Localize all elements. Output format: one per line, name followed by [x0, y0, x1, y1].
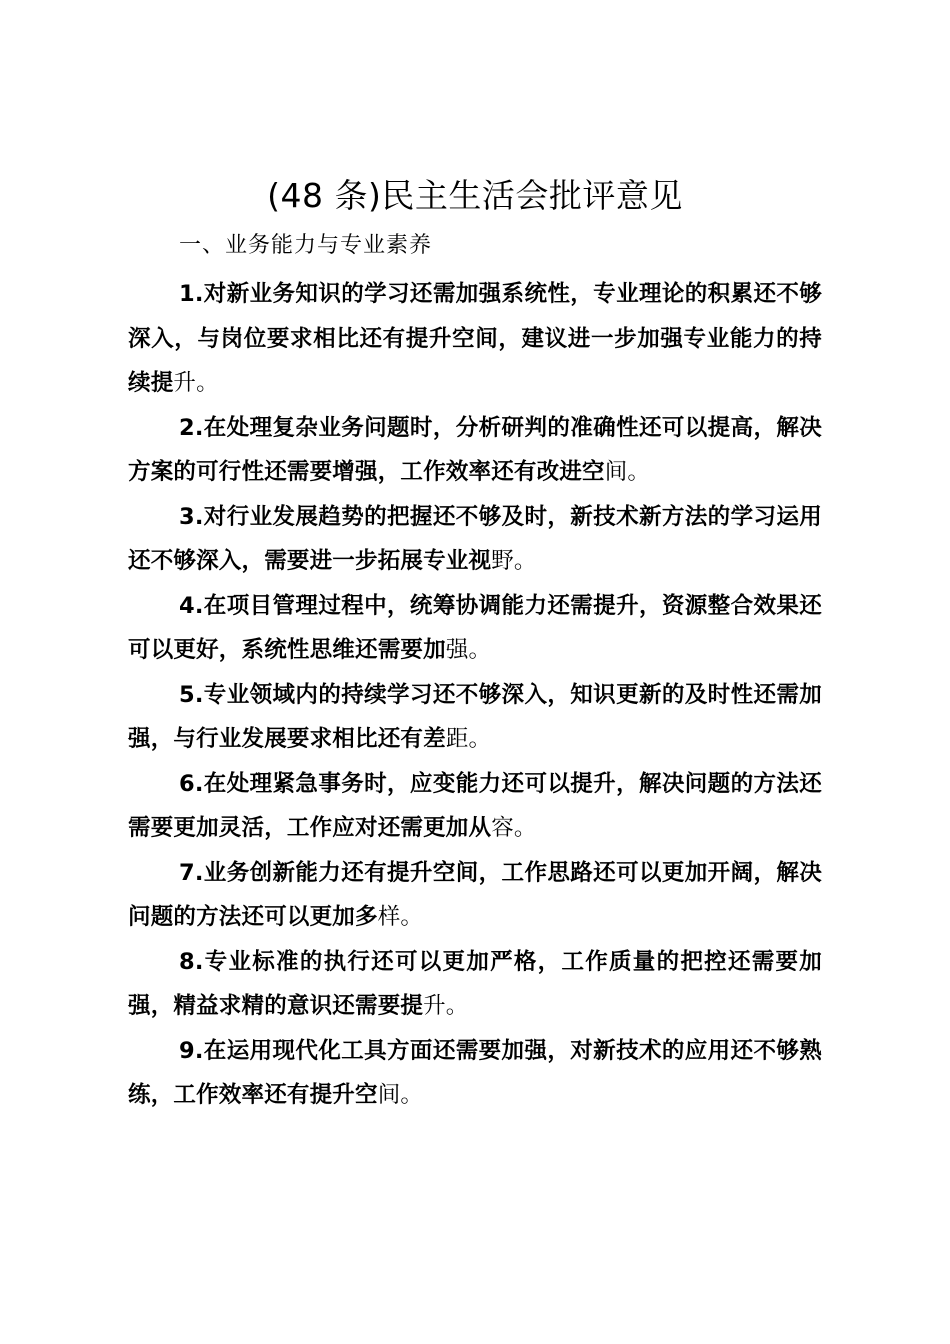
list-item-8 — [128, 940, 822, 1029]
list-item-2 — [128, 406, 822, 495]
criticism-list — [128, 272, 822, 1118]
item-body: 9.在运用现代化工具方面还需要加强，对新技术的应用还不够熟练，工作效率还有提升空 — [128, 1037, 822, 1108]
list-item-5 — [128, 673, 822, 762]
item-body: 5.专业领域内的持续学习还不够深入，知识更新的及时性还需加强，与行业发展要求相比还有差 — [128, 681, 822, 752]
list-item-4 — [128, 584, 822, 673]
item-tail: 升。 — [173, 370, 219, 396]
item-body: 8.专业标准的执行还可以更加严格，工作质量的把控还需要加强，精益求精的意识还需要提 — [128, 948, 822, 1019]
item-tail: 升。 — [423, 993, 469, 1019]
document-title: (48 条)民主生活会批评意见 — [267, 176, 683, 215]
item-body: 6.在处理紧急事务时，应变能力还可以提升，解决问题的方法还需要更加灵活，工作应对还需更加从 — [128, 770, 822, 841]
section-heading: 一、业务能力与专业素养 — [179, 233, 433, 258]
list-item-3 — [128, 495, 822, 584]
item-tail: 样。 — [377, 904, 424, 930]
item-body: 3.对行业发展趋势的把握还不够及时，新技术新方法的学习运用还不够深入，需要进一步拓展专业视 — [128, 503, 822, 574]
list-item-6 — [128, 762, 822, 851]
item-tail: 间。 — [377, 1082, 424, 1108]
item-tail: 距。 — [445, 726, 492, 752]
list-item-7 — [128, 851, 822, 940]
item-body: 1.对新业务知识的学习还需加强系统性，专业理论的积累还不够深入，与岗位要求相比还有提升空间，建议进一步加强专业能力的持续提 — [128, 281, 822, 396]
list-item-9 — [128, 1029, 822, 1118]
item-body: 2.在处理复杂业务问题时，分析研判的准确性还可以提高，解决方案的可行性还需要增强，工作效率还有改进空 — [128, 414, 822, 485]
item-tail: 野。 — [491, 548, 537, 574]
item-body: 4.在项目管理过程中，统筹协调能力还需提升，资源整合效果还可以更好，系统性思维还需要加 — [128, 592, 822, 663]
item-tail: 容。 — [491, 815, 537, 841]
item-tail: 强。 — [445, 637, 492, 663]
list-item-1 — [128, 272, 822, 406]
item-tail: 间。 — [604, 459, 651, 485]
item-body: 7.业务创新能力还有提升空间，工作思路还可以更加开阔，解决问题的方法还可以更加多 — [128, 859, 822, 930]
